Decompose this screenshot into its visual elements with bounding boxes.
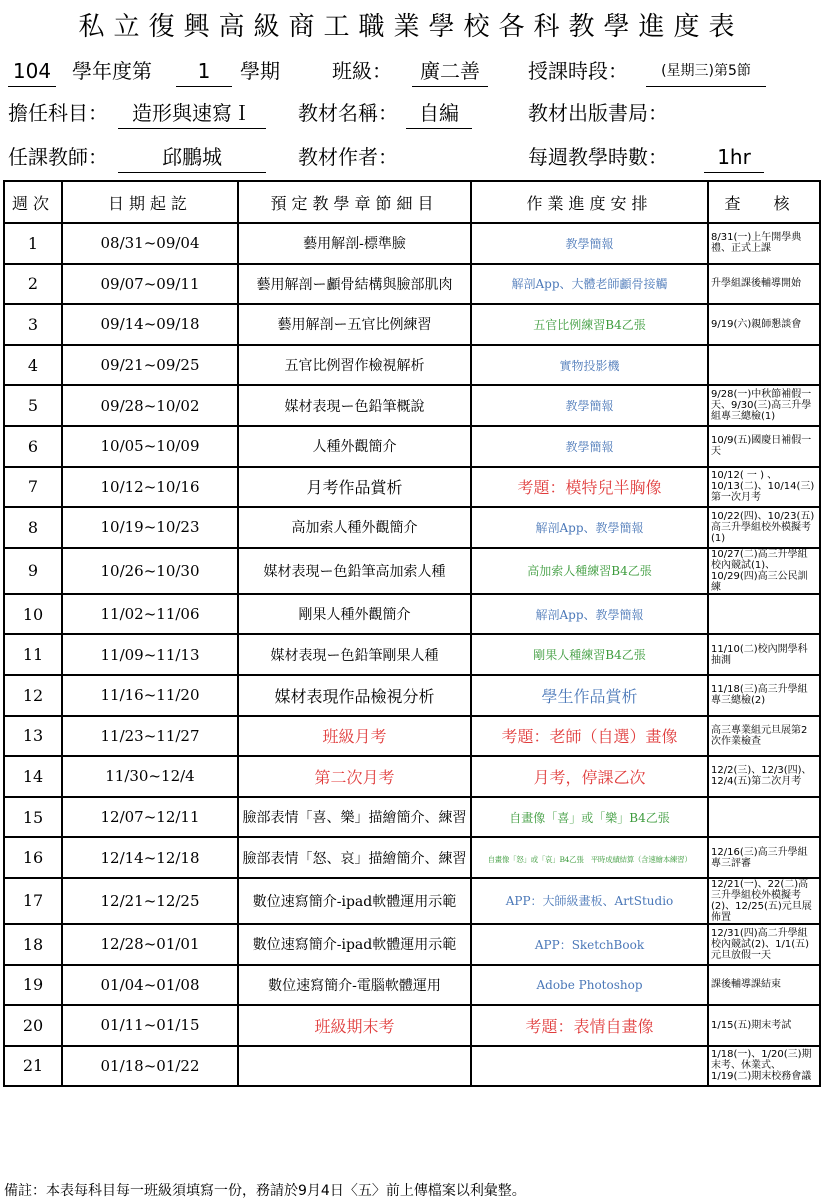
time-value: (星期三)第5節	[646, 56, 766, 87]
homework-cell	[471, 385, 708, 426]
topic-cell-text: 班級期末考	[314, 1016, 395, 1036]
week-cell	[4, 1005, 62, 1046]
topic-cell-text: 數位速寫簡介-電腦軟體運用	[268, 977, 441, 994]
header-row-2	[0, 98, 822, 132]
header-row-1	[0, 56, 822, 90]
header-dates: 日期起訖	[62, 181, 238, 223]
table-header-row	[4, 181, 820, 223]
check-cell	[708, 1046, 820, 1087]
dates-cell	[62, 797, 238, 838]
homework-cell-text: 實物投影機	[559, 358, 620, 373]
homework-cell	[471, 965, 708, 1006]
topic-cell-text: 臉部表情「喜、樂」描繪簡介、練習	[242, 810, 467, 827]
topic-cell-text: 人種外觀簡介	[312, 439, 397, 456]
week-cell	[4, 426, 62, 467]
table-row	[4, 1046, 820, 1087]
check-cell-text: 1/18(一)、1/20(三)期末考、休業式、1/19(二)期末校務會議	[711, 1049, 812, 1083]
week-cell-text: 8	[27, 517, 39, 537]
header-check: 查 核	[708, 181, 820, 223]
table-row	[4, 634, 820, 675]
dates-cell-text: 12/28~01/01	[100, 935, 200, 954]
week-cell-text: 4	[27, 355, 39, 375]
dates-cell	[62, 223, 238, 264]
week-cell	[4, 756, 62, 797]
check-cell	[708, 756, 820, 797]
check-cell	[708, 467, 820, 508]
week-cell	[4, 264, 62, 305]
time-label: 授課時段：	[528, 59, 628, 83]
check-cell-text: 12/21(一)、22(二)高三升學組校外模擬考(2)、12/25(五)元旦展佈置	[711, 878, 812, 923]
topic-cell-text: 第二次月考	[314, 767, 395, 787]
week-cell	[4, 878, 62, 924]
week-cell	[4, 675, 62, 716]
dates-cell-text: 01/11~01/15	[100, 1016, 200, 1035]
check-cell	[708, 385, 820, 426]
dates-cell-text: 10/05~10/09	[100, 437, 200, 456]
homework-cell	[471, 756, 708, 797]
topic-cell-text: 媒材表現ー色鉛筆剛果人種	[270, 647, 439, 664]
week-cell-text: 9	[27, 561, 39, 581]
homework-cell-text: 教學簡報	[565, 399, 614, 414]
topic-cell-text: 數位速寫簡介-ipad軟體運用示範	[252, 893, 457, 910]
topic-cell-text: 數位速寫簡介-ipad軟體運用示範	[252, 937, 457, 954]
homework-cell-text: 自畫像「喜」或「樂」B4乙張	[509, 810, 670, 825]
table-row	[4, 594, 820, 635]
topic-cell-text: 五官比例習作檢視解析	[284, 358, 425, 375]
topic-cell-text: 高加索人種外觀簡介	[291, 520, 418, 537]
table-row	[4, 304, 820, 345]
homework-cell-text: APP：大師級畫板、ArtStudio	[505, 894, 674, 909]
check-cell-text: 8/31(一)上午開學典禮、正式上課	[711, 232, 802, 255]
table-row	[4, 264, 820, 305]
dates-cell	[62, 264, 238, 305]
topic-cell	[238, 924, 471, 965]
dates-cell-text: 09/14~09/18	[100, 315, 200, 334]
topic-cell	[238, 797, 471, 838]
dates-cell-text: 11/09~11/13	[100, 645, 200, 664]
school-year-value: 104	[8, 56, 56, 87]
dates-cell-text: 11/23~11/27	[100, 726, 200, 745]
dates-cell	[62, 1005, 238, 1046]
topic-cell	[238, 264, 471, 305]
week-cell	[4, 345, 62, 386]
week-cell-text: 11	[22, 645, 44, 665]
topic-cell	[238, 634, 471, 675]
topic-cell	[238, 965, 471, 1006]
dates-cell-text: 09/07~09/11	[100, 274, 200, 293]
week-cell	[4, 837, 62, 878]
homework-cell-text: Adobe Photoshop	[536, 977, 643, 992]
dates-cell-text: 11/02~11/06	[100, 605, 200, 624]
check-cell-text: 10/27(二)高三升學組校內競試(1)、10/29(四)高三公民訓練	[711, 548, 808, 593]
topic-cell-text: 臉部表情「怒、哀」描繪簡介、練習	[242, 850, 467, 867]
table-row	[4, 385, 820, 426]
homework-cell-text: 解剖App、大體老師顱骨接觸	[511, 277, 668, 292]
dates-cell	[62, 965, 238, 1006]
check-cell	[708, 304, 820, 345]
dates-cell	[62, 878, 238, 924]
dates-cell	[62, 467, 238, 508]
homework-cell-text: 考題：老師（自選）畫像	[501, 727, 678, 747]
dates-cell-text: 10/19~10/23	[100, 518, 200, 537]
table-row	[4, 797, 820, 838]
dates-cell	[62, 634, 238, 675]
homework-cell	[471, 878, 708, 924]
dates-cell	[62, 304, 238, 345]
topic-cell	[238, 507, 471, 548]
check-cell	[708, 924, 820, 965]
check-cell-text: 課後輔導課結束	[711, 979, 781, 991]
week-cell-text: 19	[22, 975, 44, 995]
week-cell-text: 2	[27, 274, 39, 294]
homework-cell	[471, 345, 708, 386]
homework-cell-text: 解剖App、教學簡報	[535, 520, 644, 535]
homework-cell	[471, 1046, 708, 1087]
topic-cell	[238, 426, 471, 467]
check-cell	[708, 345, 820, 386]
dates-cell	[62, 924, 238, 965]
homework-cell	[471, 924, 708, 965]
check-cell-text: 升學組課後輔導開始	[711, 278, 801, 290]
homework-cell	[471, 548, 708, 594]
topic-cell	[238, 1005, 471, 1046]
dates-cell	[62, 837, 238, 878]
homework-cell	[471, 716, 708, 757]
homework-cell-text: 考題：表情自畫像	[525, 1016, 654, 1036]
dates-cell	[62, 594, 238, 635]
week-cell-text: 5	[27, 396, 39, 416]
check-cell	[708, 548, 820, 594]
week-cell-text: 3	[27, 314, 39, 334]
publisher-label: 教材出版書局：	[528, 101, 668, 125]
author-label: 教材作者：	[298, 145, 398, 169]
week-cell-text: 15	[22, 807, 44, 827]
homework-cell-text: 剛果人種練習B4乙張	[533, 648, 646, 663]
dates-cell-text: 08/31~09/04	[100, 234, 200, 253]
week-cell-text: 13	[22, 726, 44, 746]
week-cell	[4, 594, 62, 635]
check-cell-text: 10/12( 一 ) 、10/13(二)、10/14(三)第一次月考	[711, 470, 815, 504]
homework-cell	[471, 467, 708, 508]
check-cell-text: 10/22(四)、10/23(五)高三升學組校外模擬考(1)	[711, 510, 815, 544]
table-row	[4, 223, 820, 264]
week-cell-text: 6	[27, 436, 39, 456]
header-week: 週次	[4, 181, 62, 223]
dates-cell-text: 01/04~01/08	[100, 975, 200, 994]
dates-cell-text: 10/26~10/30	[100, 561, 200, 580]
table-row	[4, 675, 820, 716]
week-cell-text: 12	[22, 685, 44, 705]
dates-cell-text: 11/16~11/20	[100, 686, 200, 705]
week-cell-text: 14	[22, 766, 44, 786]
dates-cell-text: 10/12~10/16	[100, 477, 200, 496]
week-cell	[4, 385, 62, 426]
check-cell-text: 12/2(三)、12/3(四)、12/4(五)第二次月考	[711, 765, 812, 788]
week-cell	[4, 924, 62, 965]
dates-cell-text: 01/18~01/22	[100, 1056, 200, 1075]
topic-cell	[238, 467, 471, 508]
school-year-label: 學年度第	[72, 59, 152, 83]
material-value: 自編	[406, 98, 472, 129]
check-cell	[708, 594, 820, 635]
check-cell	[708, 965, 820, 1006]
check-cell-text: 12/31(四)高二升學組校內競試(2)、1/1(五)元旦放假一天	[711, 927, 810, 961]
topic-cell	[238, 548, 471, 594]
week-cell	[4, 965, 62, 1006]
check-cell-text: 12/16(三)高三升學組專三評審	[711, 846, 808, 869]
table-row	[4, 426, 820, 467]
check-cell-text: 11/10(二)校內開學科抽測	[711, 643, 808, 666]
dates-cell	[62, 345, 238, 386]
table-row	[4, 924, 820, 965]
week-cell-text: 18	[22, 934, 44, 954]
header-topic: 預定教學章節細目	[238, 181, 471, 223]
week-cell	[4, 467, 62, 508]
topic-cell	[238, 675, 471, 716]
check-cell	[708, 1005, 820, 1046]
check-cell	[708, 634, 820, 675]
header-row-3	[0, 142, 822, 176]
homework-cell	[471, 797, 708, 838]
homework-cell	[471, 837, 708, 878]
class-label: 班級：	[332, 59, 392, 83]
homework-cell	[471, 675, 708, 716]
dates-cell-text: 12/21~12/25	[100, 891, 200, 910]
teacher-value: 邱鵬城	[118, 142, 266, 173]
homework-cell	[471, 1005, 708, 1046]
check-cell	[708, 716, 820, 757]
week-cell-text: 1	[27, 233, 39, 253]
homework-cell-text: 五官比例練習B4乙張	[533, 317, 646, 332]
week-cell-text: 17	[22, 891, 44, 911]
homework-cell	[471, 594, 708, 635]
check-cell	[708, 264, 820, 305]
dates-cell	[62, 548, 238, 594]
homework-cell	[471, 634, 708, 675]
homework-cell	[471, 223, 708, 264]
dates-cell	[62, 1046, 238, 1087]
topic-cell	[238, 385, 471, 426]
topic-cell-text: 藝用解剖-標準臉	[303, 236, 406, 253]
topic-cell	[238, 304, 471, 345]
topic-cell-text: 藝用解剖ー顱骨結構與臉部肌肉	[256, 276, 453, 293]
homework-cell-text: APP：SketchBook	[534, 937, 645, 952]
dates-cell	[62, 756, 238, 797]
homework-cell-text: 自畫像「怒」或「哀」B4乙張 平時成績結算（含速繪本練習）	[487, 854, 692, 864]
homework-cell	[471, 507, 708, 548]
check-cell	[708, 223, 820, 264]
week-cell	[4, 507, 62, 548]
week-cell	[4, 304, 62, 345]
dates-cell	[62, 716, 238, 757]
table-row	[4, 507, 820, 548]
topic-cell	[238, 756, 471, 797]
check-cell	[708, 797, 820, 838]
check-cell	[708, 426, 820, 467]
hours-value: 1hr	[704, 142, 764, 173]
homework-cell	[471, 426, 708, 467]
homework-cell-text: 教學簡報	[565, 236, 614, 251]
week-cell	[4, 548, 62, 594]
footer-note: 備註：本表每科目每一班級須填寫一份，務請於9月4日〈五〉前上傳檔案以利彙整。	[4, 1183, 526, 1199]
dates-cell-text: 09/21~09/25	[100, 356, 200, 375]
table-row	[4, 965, 820, 1006]
dates-cell	[62, 507, 238, 548]
check-cell-text: 10/9(五)國慶日補假一天	[711, 435, 812, 458]
check-cell	[708, 837, 820, 878]
topic-cell	[238, 878, 471, 924]
homework-cell	[471, 304, 708, 345]
schedule-table	[3, 180, 821, 1087]
dates-cell	[62, 385, 238, 426]
topic-cell-text: 月考作品賞析	[306, 478, 403, 498]
topic-cell	[238, 594, 471, 635]
header-homework: 作業進度安排	[471, 181, 708, 223]
table-row	[4, 345, 820, 386]
subject-value: 造形與速寫Ｉ	[118, 98, 266, 129]
table-row	[4, 548, 820, 594]
topic-cell-text: 藝用解剖ー五官比例練習	[277, 317, 432, 334]
week-cell-text: 20	[22, 1015, 44, 1035]
homework-cell-text: 解剖App、教學簡報	[535, 607, 644, 622]
check-cell-text: 9/19(六)親師懇談會	[711, 318, 802, 330]
topic-cell-text: 媒材表現ー色鉛筆概說	[284, 398, 425, 415]
topic-cell	[238, 716, 471, 757]
class-value: 廣二善	[412, 56, 488, 87]
table-row	[4, 837, 820, 878]
semester-value: 1	[176, 56, 232, 87]
topic-cell	[238, 223, 471, 264]
topic-cell-text: 媒材表現作品檢視分析	[274, 686, 435, 706]
homework-cell	[471, 264, 708, 305]
subject-label: 擔任科目：	[8, 101, 108, 125]
dates-cell-text: 09/28~10/02	[100, 396, 200, 415]
dates-cell-text: 11/30~12/4	[105, 767, 195, 786]
topic-cell-text: 剛果人種外觀簡介	[298, 607, 411, 624]
material-label: 教材名稱：	[298, 101, 398, 125]
week-cell-text: 16	[22, 848, 44, 868]
page-title: 私立復興高級商工職業學校各科教學進度表	[78, 12, 744, 42]
dates-cell-text: 12/07~12/11	[100, 808, 200, 827]
week-cell	[4, 797, 62, 838]
homework-cell-text: 考題：模特兒半胸像	[517, 478, 662, 498]
topic-cell	[238, 1046, 471, 1087]
table-row	[4, 716, 820, 757]
week-cell	[4, 1046, 62, 1087]
check-cell	[708, 675, 820, 716]
table-row	[4, 1005, 820, 1046]
homework-cell-text: 月考，停課乙次	[533, 767, 646, 787]
topic-cell	[238, 837, 471, 878]
homework-cell-text: 教學簡報	[565, 439, 614, 454]
topic-cell-text: 媒材表現ー色鉛筆高加索人種	[263, 563, 446, 580]
week-cell	[4, 716, 62, 757]
check-cell	[708, 878, 820, 924]
teacher-label: 任課教師：	[8, 145, 108, 169]
week-cell-text: 10	[22, 604, 44, 624]
week-cell-text: 7	[27, 477, 39, 497]
hours-label: 每週教學時數：	[528, 145, 668, 169]
topic-cell-text: 班級月考	[322, 727, 387, 747]
dates-cell-text: 12/14~12/18	[100, 848, 200, 867]
check-cell-text: 高三專業組元旦展第2次作業檢查	[711, 724, 808, 747]
week-cell	[4, 223, 62, 264]
check-cell-text: 11/18(三)高三升學組專三總檢(2)	[711, 684, 808, 707]
week-cell	[4, 634, 62, 675]
semester-label: 學期	[240, 59, 280, 83]
check-cell-text: 9/28(一)中秋節補假一天、9/30(三)高三升學組專三總檢(1)	[711, 389, 812, 423]
table-row	[4, 878, 820, 924]
table-row	[4, 756, 820, 797]
homework-cell-text: 高加索人種練習B4乙張	[527, 564, 652, 579]
table-row	[4, 467, 820, 508]
dates-cell	[62, 675, 238, 716]
check-cell-text: 1/15(五)期末考試	[711, 1019, 792, 1031]
check-cell	[708, 507, 820, 548]
week-cell-text: 21	[22, 1056, 44, 1076]
homework-cell-text: 學生作品賞析	[541, 686, 638, 706]
topic-cell	[238, 345, 471, 386]
dates-cell	[62, 426, 238, 467]
